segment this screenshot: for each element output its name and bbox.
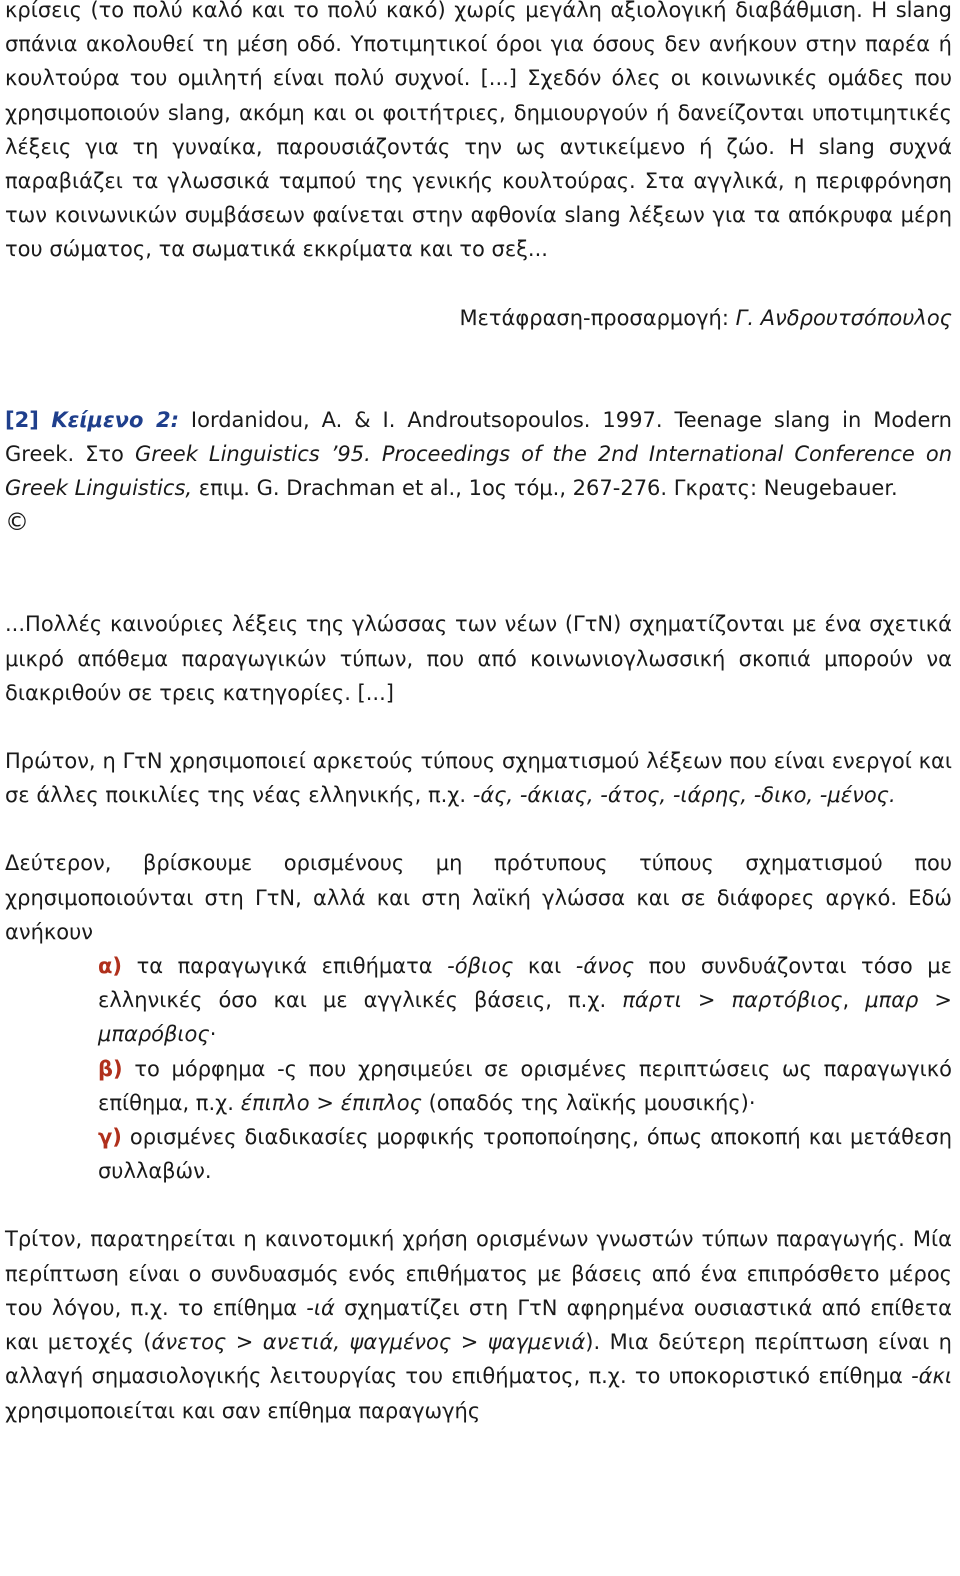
list-text: · [209, 1022, 217, 1047]
source-reference [5, 403, 952, 506]
paragraph-4-example: -ιά [306, 1295, 335, 1320]
copyright-symbol: © [5, 508, 29, 537]
list-text: , [842, 988, 866, 1013]
list-text: ορισμένες διαδικασίες μορφικής τροποποίησης, όπως αποκοπή και μετάθεση συλλαβών. [98, 1125, 952, 1184]
list-label-b: β) [98, 1056, 123, 1081]
reference-text: Iordanidou, A. & I. Androutsopoulos. 1997. Teenage slang in Modern Greek. Στο [5, 407, 952, 467]
intro-paragraph: κρίσεις (το πολύ καλό και το πολύ κακό) χωρίς μεγάλη αξιολογική διαβάθμιση. Η slang σπάνια ακολουθεί τη μέση οδό. Υποτιμητικοί όροι για όσους δεν ανήκουν στην παρέα ή κουλτούρα του ομιλητή είναι πολύ συχνοί. [...] Σχεδόν όλες οι κοινωνικές ομάδες που χρησιμοποιούν slang, ακόμη και οι φοιτήτριες, δημιουργούν ή δανείζονται υποτιμητικές λέξεις για τη γυναίκα, παρουσιάζοντάς την ως αντικείμενο ή ζώο. Η slang συχνά παραβιάζει τα γλωσσικά ταμπού της γενικής κουλτούρας. Στα αγγλικά, η περιφρόνηση των κοινωνικών συμβάσεων φαίνεται στην αφθονία slang λέξεων για τα απόκρυφα μέρη του σώματος, τα σωματικά εκκρίματα και το σεξ... [5, 0, 952, 262]
paragraph-4-text: ). Μια δεύτερη περίπτωση είναι η αλλαγή σημασιολογικής λειτουργίας του επιθήματος, π.χ. το υποκοριστικό επίθημα [5, 1330, 952, 1389]
translation-credit [5, 301, 952, 335]
list-example: -όβιος [447, 954, 514, 979]
reference-publisher: επιμ. G. Drachman et al., 1ος τόμ., 267-276. Γκρατς: Neugebauer. [192, 476, 898, 501]
body-paragraph-2 [5, 744, 952, 812]
paragraph-4-text: χρησιμοποιείται και σαν επίθημα παραγωγής [5, 1398, 481, 1423]
list-example: έπιπλο > έπιπλος [240, 1090, 422, 1115]
credit-label: Μετάφραση-προσαρμογή: [459, 305, 736, 330]
paragraph-4-text: Τρίτον, παρατηρείται η καινοτομική χρήση ορισμένων γνωστών τύπων παραγωγής. Μία περίπτωση είναι ο συνδυασμός ενός επιθήματος με βάσεις από ένα επιπρόσθετο μέρος του λόγου, π.χ. το επίθημα [5, 1227, 952, 1320]
paragraph-4-text: σχηματίζει στη ΓτΝ αφηρημένα ουσιαστικά από επίθετα και μετοχές ( [5, 1295, 952, 1355]
list-item-b [98, 1052, 952, 1120]
credit-name: Γ. Ανδρουτσόπουλος [735, 305, 952, 330]
list-text: που συνδυάζονται τόσο με ελληνικές όσο και με αγγλικές βάσεις, π.χ. [98, 954, 952, 1013]
document-page [5, 0, 952, 1435]
list-text: το μόρφημα -ς που χρησιμεύει σε ορισμένες περιπτώσεις ως παραγωγικό επίθημα, π.χ. [98, 1056, 952, 1115]
reference-number: [2] [5, 407, 52, 432]
paragraph-2-text: Πρώτον, η ΓτΝ χρησιμοποιεί αρκετούς τύπους σχηματισμού λέξεων που είναι ενεργοί και σε άλλες ποικιλίες της νέας ελληνικής, π.χ. [5, 749, 952, 808]
list-label-a: α) [98, 954, 123, 979]
reference-label: Κείμενο 2: [51, 407, 179, 432]
list-example: -άνος [575, 954, 635, 979]
list-text: τα παραγωγικά επιθήματα [122, 954, 448, 979]
body-paragraph-1: ...Πολλές καινούριες λέξεις της γλώσσας των νέων (ΓτΝ) σχηματίζονται με ένα σχετικά μικρό απόθεμα παραγωγικών τύπων, που από κοινωνιογλωσσική σκοπιά μπορούν να διακριθούν σε τρεις κατηγορίες. [...] [5, 612, 952, 705]
reference-title: Greek Linguistics ’95. Proceedings of the 2nd International Conference on Greek Linguistics, [5, 442, 953, 501]
paragraph-4-example: άνετος > ανετιά, ψαγμένος > ψαγμενιά [151, 1330, 586, 1355]
list-text: και [513, 954, 576, 979]
paragraph-4-example: -άκι [911, 1364, 952, 1389]
list-example: μπαρ > μπαρόβιος [98, 988, 953, 1047]
intro-section [5, 0, 952, 1428]
categories-list [98, 949, 952, 1188]
body-paragraph-3: Δεύτερον, βρίσκουμε ορισμένους μη πρότυπους τύπους σχηματισμού που χρησιμοποιούνται στη ΓτΝ, αλλά και στη λαϊκή γλώσσα και σε διάφορες αργκό. Εδώ ανήκουν [5, 851, 952, 944]
list-example: πάρτι > παρτόβιος [622, 988, 843, 1013]
list-item-a [98, 949, 952, 1052]
list-text: (οπαδός της λαϊκής μουσικής)· [421, 1090, 756, 1115]
body-paragraph-4 [5, 1222, 952, 1427]
paragraph-2-suffixes: -άς, -άκιας, -άτος, -ιάρης, -δικο, -μένος. [472, 783, 896, 808]
list-label-c: γ) [98, 1125, 122, 1150]
list-item-c [98, 1120, 952, 1188]
